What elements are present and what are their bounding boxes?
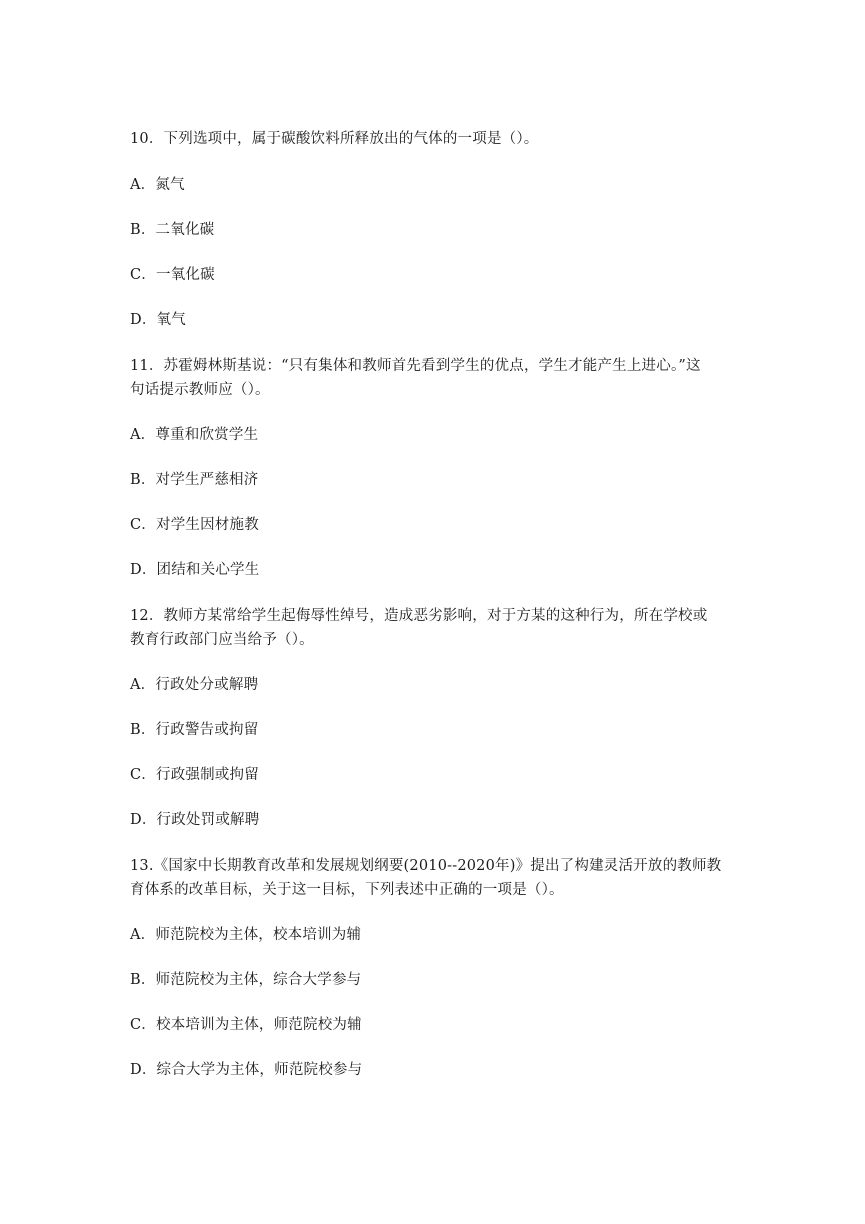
question-12-stem-line1: 12．教师方某常给学生起侮辱性绰号，造成恶劣影响，对于方某的这种行为，所在学校或 (130, 608, 708, 624)
question-13-option-c: C．校本培训为主体，师范院校为辅 (130, 1017, 362, 1033)
question-10-option-a: A．氮气 (130, 177, 185, 193)
question-11-stem-line1: 11．苏霍姆林斯基说：“只有集体和教师首先看到学生的优点，学生才能产生上进心。”这 (130, 358, 701, 374)
question-12-option-b: B．行政警告或拘留 (130, 722, 259, 738)
question-10-option-c: C．一氧化碳 (130, 267, 215, 283)
question-13-option-b: B．师范院校为主体，综合大学参与 (130, 972, 362, 988)
question-12-option-a: A．行政处分或解聘 (130, 677, 259, 693)
question-11-option-c: C．对学生因材施教 (130, 517, 259, 533)
question-13-option-d: D．综合大学为主体，师范院校参与 (130, 1062, 363, 1078)
question-10-option-b: B．二氧化碳 (130, 222, 215, 238)
question-11-option-a: A．尊重和欣赏学生 (130, 427, 259, 443)
question-11-option-b: B．对学生严慈相济 (130, 472, 259, 488)
question-13-option-a: A．师范院校为主体，校本培训为辅 (130, 927, 362, 943)
question-11-stem-line2: 句话提示教师应（）。 (130, 382, 270, 398)
question-13-stem-line2: 育体系的改革目标，关于这一目标，下列表述中正确的一项是（）。 (130, 882, 564, 898)
question-12-stem-line2: 教育行政部门应当给予（）。 (130, 632, 314, 648)
question-10-stem: 10．下列选项中，属于碳酸饮料所释放出的气体的一项是（）。 (130, 131, 539, 147)
question-11-option-d: D．团结和关心学生 (130, 562, 260, 578)
question-10-option-d: D．氧气 (130, 312, 186, 328)
question-13-stem-line1: 13.《国家中长期教育改革和发展规划纲要(2010--2020年)》提出了构建灵活开放的教师教 (130, 858, 722, 874)
question-12-option-d: D．行政处罚或解聘 (130, 812, 260, 828)
question-12-option-c: C．行政强制或拘留 (130, 767, 259, 783)
